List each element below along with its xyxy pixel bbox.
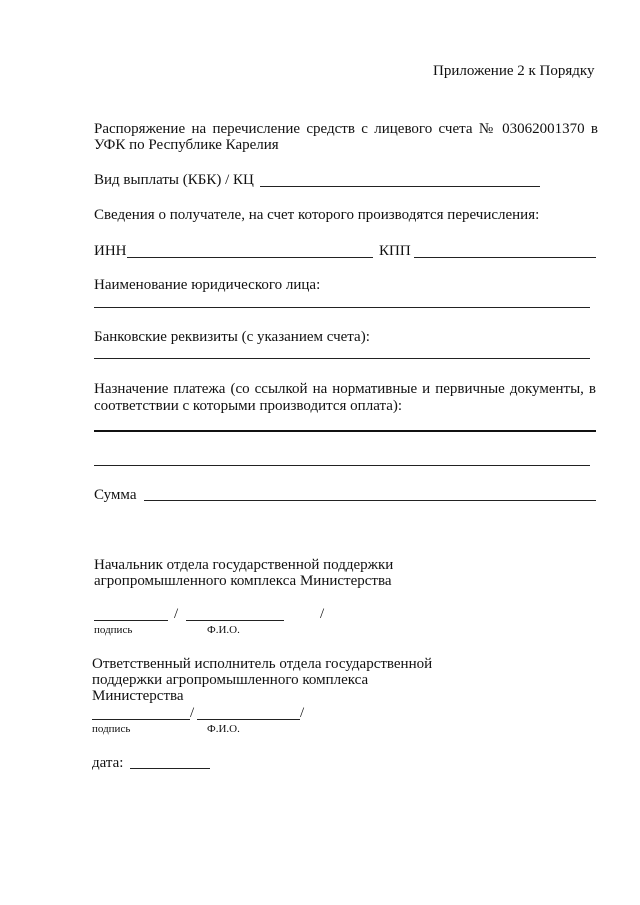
kpp-line[interactable] [414,257,596,258]
signatory1-end-separator: / [320,606,325,622]
sum-label: Сумма [94,487,137,503]
signatory2-end-separator: / [300,705,305,721]
purpose-label-line2: соответствии с которыми производится оплата): [94,398,403,414]
signatory1-signature-line[interactable] [94,620,168,621]
signatory2-title-line3: Министерства [92,688,184,704]
inn-line[interactable] [127,257,373,258]
legal-entity-label: Наименование юридического лица: [94,277,321,293]
purpose-label-line1: Назначение платежа (со ссылкой на нормативные и первичные документы, в [94,381,596,397]
date-label: дата: [92,755,124,771]
signatory1-signature-caption: подпись [94,624,133,636]
bank-details-label: Банковские реквизиты (с указанием счета): [94,329,370,345]
sum-line[interactable] [144,500,596,501]
date-line[interactable] [130,768,210,769]
signatory2-separator: / [190,705,195,721]
inn-label: ИНН [94,243,127,259]
appendix-header: Приложение 2 к Порядку [433,63,595,79]
payment-type-line[interactable] [260,186,540,187]
signatory2-title-line1: Ответственный исполнитель отдела государственной [92,656,433,672]
signatory1-title-line1: Начальник отдела государственной поддержки [94,557,394,573]
recipient-info-label: Сведения о получателе, на счет которого производятся перечисления: [94,207,540,223]
signatory2-signature-caption: подпись [92,723,131,735]
legal-entity-line[interactable] [94,307,590,308]
bank-details-line[interactable] [94,358,590,359]
signatory2-signature-line[interactable] [92,719,190,720]
payment-type-label: Вид выплаты (КБК) / КЦ [94,172,254,188]
purpose-line-1[interactable] [94,430,596,432]
signatory1-separator: / [174,606,179,622]
signatory2-name-caption: Ф.И.О. [207,723,240,735]
order-title-line1: Распоряжение на перечисление средств с лицевого счета № 03062001370 в [94,121,598,137]
signatory2-name-line[interactable] [197,719,300,720]
signatory1-title-line2: агропромышленного комплекса Министерства [94,573,392,589]
signatory1-name-caption: Ф.И.О. [207,624,240,636]
order-title-line2: УФК по Республике Карелия [94,137,279,153]
purpose-line-2[interactable] [94,465,590,466]
signatory2-title-line2: поддержки агропромышленного комплекса [92,672,369,688]
signatory1-name-line[interactable] [186,620,284,621]
kpp-label: КПП [379,243,411,259]
